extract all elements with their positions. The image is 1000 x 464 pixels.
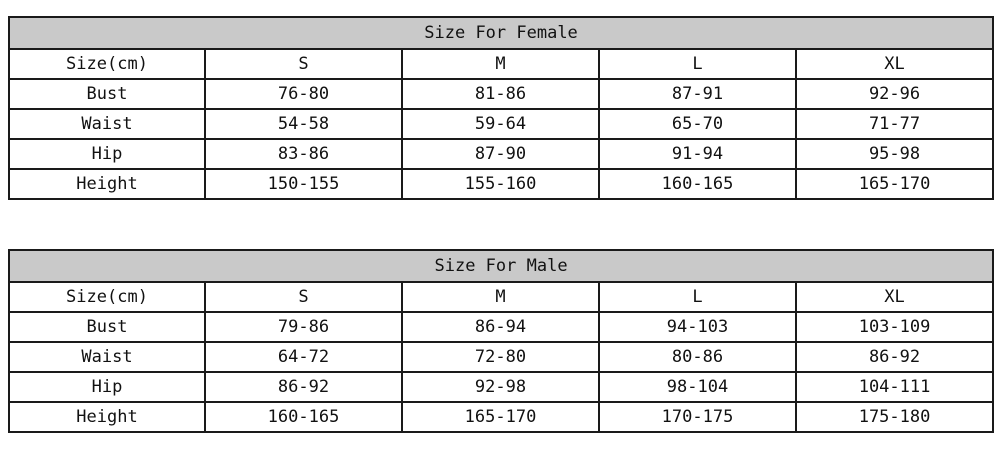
table-cell: 79-86 [205, 312, 402, 342]
table-cell: 170-175 [599, 402, 796, 432]
table-row [9, 169, 993, 199]
table-cell: 65-70 [599, 109, 796, 139]
header-size-xl: XL [796, 49, 993, 79]
table-cell: 91-94 [599, 139, 796, 169]
table-cell: 54-58 [205, 109, 402, 139]
header-size-xl: XL [796, 282, 993, 312]
table-cell: 103-109 [796, 312, 993, 342]
table-title-row [9, 250, 993, 282]
table-cell: 86-92 [796, 342, 993, 372]
table-cell: 83-86 [205, 139, 402, 169]
table-cell: 150-155 [205, 169, 402, 199]
row-label: Hip [9, 372, 205, 402]
header-size-l: L [599, 49, 796, 79]
table-cell: 155-160 [402, 169, 599, 199]
header-size-m: M [402, 49, 599, 79]
table-cell: 87-91 [599, 79, 796, 109]
male-size-table [8, 249, 994, 433]
row-label: Height [9, 169, 205, 199]
table-row [9, 312, 993, 342]
table-cell: 94-103 [599, 312, 796, 342]
header-size-label: Size(cm) [9, 49, 205, 79]
table-row [9, 402, 993, 432]
table-cell: 87-90 [402, 139, 599, 169]
table-cell: 165-170 [796, 169, 993, 199]
table-header-row [9, 282, 993, 312]
table-cell: 71-77 [796, 109, 993, 139]
table-cell: 95-98 [796, 139, 993, 169]
female-table-title: Size For Female [9, 17, 993, 49]
table-cell: 72-80 [402, 342, 599, 372]
table-cell: 92-96 [796, 79, 993, 109]
table-row [9, 79, 993, 109]
table-cell: 86-92 [205, 372, 402, 402]
row-label: Bust [9, 79, 205, 109]
table-row [9, 109, 993, 139]
table-cell: 175-180 [796, 402, 993, 432]
table-cell: 86-94 [402, 312, 599, 342]
table-cell: 160-165 [599, 169, 796, 199]
table-cell: 64-72 [205, 342, 402, 372]
row-label: Waist [9, 342, 205, 372]
header-size-s: S [205, 282, 402, 312]
table-cell: 98-104 [599, 372, 796, 402]
table-cell: 160-165 [205, 402, 402, 432]
table-row [9, 342, 993, 372]
row-label: Waist [9, 109, 205, 139]
header-size-label: Size(cm) [9, 282, 205, 312]
table-cell: 165-170 [402, 402, 599, 432]
row-label: Bust [9, 312, 205, 342]
table-cell: 104-111 [796, 372, 993, 402]
table-header-row [9, 49, 993, 79]
table-cell: 76-80 [205, 79, 402, 109]
table-row [9, 372, 993, 402]
table-row [9, 139, 993, 169]
male-table-title: Size For Male [9, 250, 993, 282]
table-cell: 59-64 [402, 109, 599, 139]
table-title-row [9, 17, 993, 49]
table-cell: 92-98 [402, 372, 599, 402]
table-cell: 80-86 [599, 342, 796, 372]
header-size-l: L [599, 282, 796, 312]
table-cell: 81-86 [402, 79, 599, 109]
header-size-m: M [402, 282, 599, 312]
row-label: Hip [9, 139, 205, 169]
row-label: Height [9, 402, 205, 432]
header-size-s: S [205, 49, 402, 79]
female-size-table [8, 16, 994, 200]
